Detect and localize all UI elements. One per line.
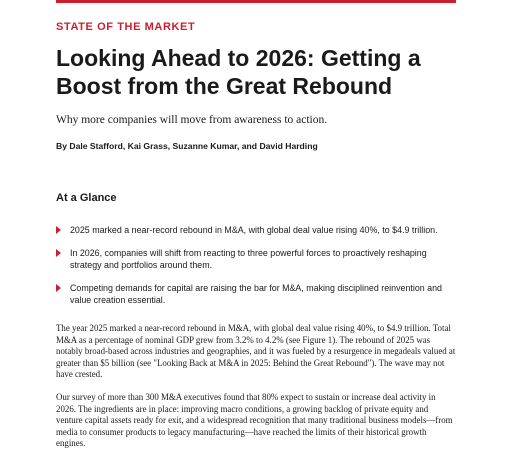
section-eyebrow: STATE OF THE MARKET [56, 21, 196, 33]
list-item [56, 224, 456, 237]
at-a-glance-list [56, 224, 456, 317]
article-title: Looking Ahead to 2026: Getting a Boost from the Great Rebound [56, 45, 421, 99]
article-subtitle: Why more companies will move from awareness to action. [56, 114, 328, 126]
author-byline: By Dale Stafford, Kai Grass, Suzanne Kumar, and David Harding [56, 141, 318, 151]
list-item [56, 282, 456, 307]
bullet-text: 2025 marked a near-record rebound in M&A, with global deal value rising 40%, to $4.9 trillion. [70, 225, 438, 235]
bullet-arrow-icon [56, 284, 61, 292]
body-paragraph-1: The year 2025 marked a near-record rebound in M&A, with global deal value rising 40%, to $4.9 trillion. Total M&A as a percentage of nominal GDP grew from 3.2% to 4.2% (see Figure 1). The rebound of 2025 was notably broad-based across industries and geographies, and it was fueled by a resurgence in megadeals valued at greater than $5 billion (see "Looking Back at M&A in 2025: Behind the Great Rebound"). The wave may not have crested. [56, 323, 456, 380]
body-paragraph-2: Our survey of more than 300 M&A executives found that 80% expect to sustain or increase deal activity in 2026. The ingredients are in place: improving macro conditions, a growing backlog of private equity and venture capital assets ready for exit, and a widespread recognition that many traditional business models—from media to consumer products to legacy manufacturing—have reached the limits of their historical growth engines. [56, 392, 453, 449]
bullet-arrow-icon [56, 226, 61, 234]
bullet-text: Competing demands for capital are raising the bar for M&A, making disciplined reinvention and value creation essential. [70, 282, 442, 305]
list-item [56, 247, 456, 272]
top-accent-rule [56, 0, 456, 3]
bullet-text: In 2026, companies will shift from reacting to three powerful forces to proactively reshaping strategy and portfolios around them. [70, 247, 427, 270]
bullet-arrow-icon [56, 249, 61, 257]
at-a-glance-heading: At a Glance [56, 192, 117, 204]
